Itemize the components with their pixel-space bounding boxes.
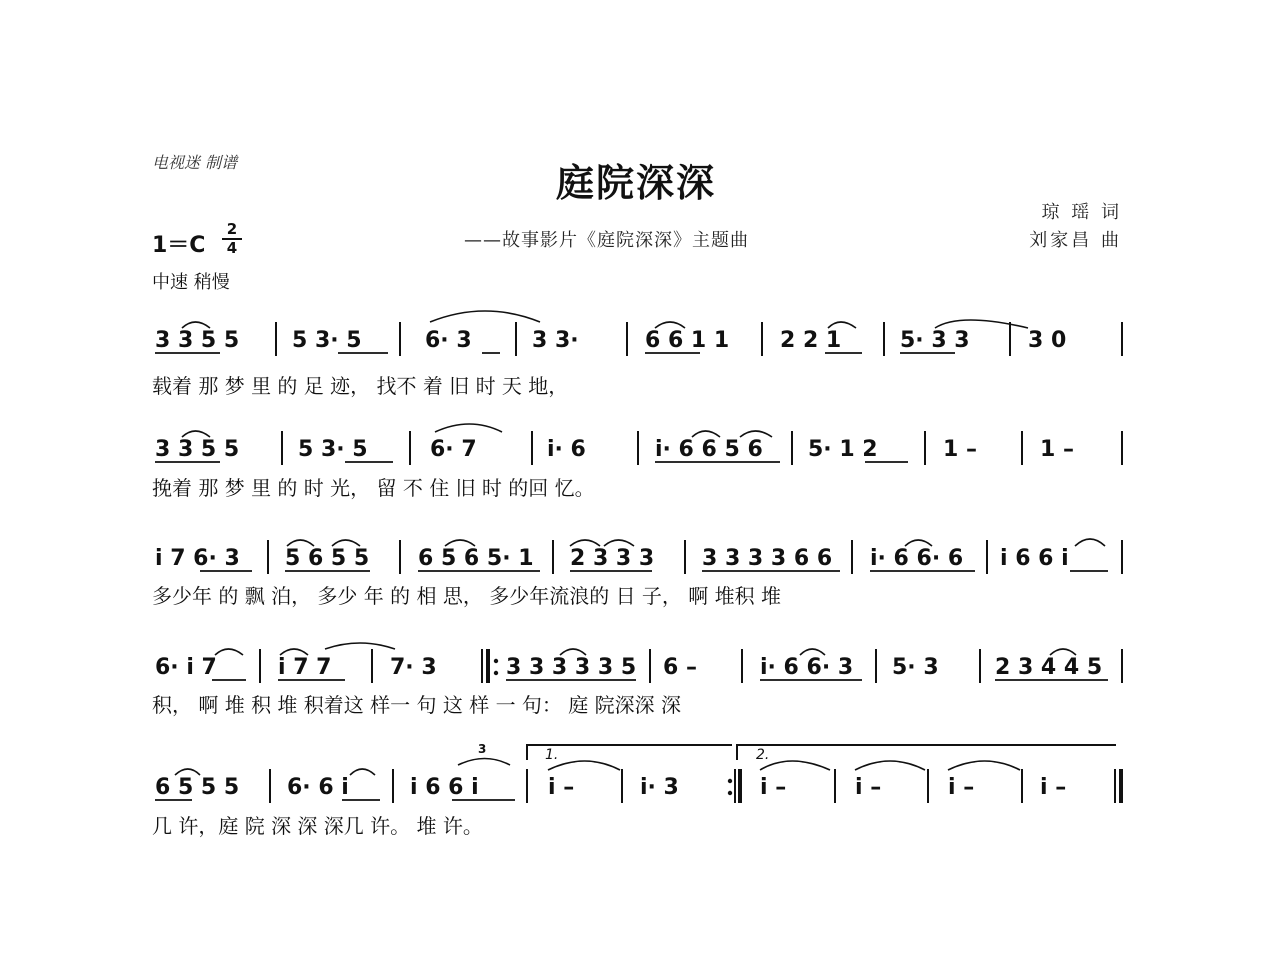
lyricist-credit: 琼 瑶 词 <box>1041 202 1122 223</box>
measure-3-3: 6 5 6 5· 1 <box>418 546 534 571</box>
lyrics-line-3: 多少年 的 飘 泊， 多少 年 的 相 思， 多少年流浪的 日 子， 啊 堆积 堆 <box>152 584 782 608</box>
measure-2-7: 1 – <box>943 437 977 462</box>
meter-top: 2 <box>222 222 242 240</box>
lyrics-line-4: 积， 啊 堆 积 堆 积着这 样一 句 这 样 一 句： 庭 院深深 深 <box>152 693 682 717</box>
barlines <box>260 322 1122 803</box>
measure-4-5: 6 – <box>663 655 697 680</box>
measure-4-4: 3 3 3 3 3 5 <box>506 655 637 680</box>
measure-1-7: 5· 3 3 <box>900 328 970 353</box>
measure-3-1: i 7 6· 3 <box>155 546 240 571</box>
measure-5-5: i· 3 <box>640 775 679 800</box>
measure-4-3: 7· 3 <box>390 655 437 680</box>
measure-5-9: i – <box>1040 775 1067 800</box>
triplet-mark: 3 <box>478 742 487 756</box>
composer-credit: 刘家昌 曲 <box>1029 230 1122 251</box>
lyrics-line-5: 几 许，庭 院 深 深 深几 许。 堆 许。 <box>152 814 483 838</box>
lyrics-line-1: 载着 那 梦 里 的 足 迹， 找不 着 旧 时 天 地， <box>152 374 569 398</box>
measure-5-7: i – <box>855 775 882 800</box>
measure-2-6: 5· 1 2 <box>808 437 878 462</box>
measure-2-3: 6· 7 <box>430 437 477 462</box>
measure-5-1: 6 5 5 5 <box>155 775 240 800</box>
measure-5-3: i 6 6 i <box>410 775 479 800</box>
measure-4-6: i· 6 6· 3 <box>760 655 854 680</box>
tempo-marking: 中速 稍慢 <box>152 272 230 293</box>
measure-3-5: 3 3 3 3 6 6 <box>702 546 833 571</box>
measure-2-8: 1 – <box>1040 437 1074 462</box>
measure-1-8: 3 0 <box>1028 328 1067 353</box>
measure-1-4: 3 3· <box>532 328 579 353</box>
measure-5-2: 6· 6 i <box>287 775 349 800</box>
measure-4-1: 6· i 7 <box>155 655 217 680</box>
measure-1-1: 3 3 5 5 <box>155 328 240 353</box>
volta-2-bracket <box>737 745 1116 760</box>
measure-1-5: 6 6 1 1 <box>645 328 730 353</box>
measure-2-5: i· 6 6 5 6 <box>655 437 763 462</box>
measure-3-6: i· 6 6· 6 <box>870 546 964 571</box>
duration-underlines <box>155 353 1108 800</box>
measure-4-2: i 7 7 <box>278 655 332 680</box>
volta-1-label: 1. <box>545 747 559 763</box>
meter-bottom: 4 <box>226 239 238 257</box>
lyrics-line-2: 挽着 那 梦 里 的 时 光， 留 不 住 旧 时 的回 忆。 <box>152 476 595 500</box>
slurs <box>175 311 1105 775</box>
measure-2-4: i· 6 <box>547 437 586 462</box>
measure-3-4: 2 3 3 3 <box>570 546 655 571</box>
maker-credit: 电视迷 制谱 <box>152 153 238 172</box>
measure-3-7: i 6 6 i <box>1000 546 1069 571</box>
measure-2-2: 5 3· 5 <box>298 437 368 462</box>
measure-5-4: i – <box>548 775 575 800</box>
measure-4-8: 2 3 4 4 5 <box>995 655 1103 680</box>
measure-2-1: 3 3 5 5 <box>155 437 240 462</box>
volta-1-bracket <box>527 745 732 760</box>
measure-1-6: 2 2 1 <box>780 328 842 353</box>
subtitle: ——故事影片《庭院深深》主题曲 <box>464 230 749 251</box>
measure-5-6: i – <box>760 775 787 800</box>
song-title: 庭院深深 <box>555 160 716 205</box>
measure-1-2: 5 3· 5 <box>292 328 362 353</box>
measure-3-2: 5 6 5 5 <box>285 546 370 571</box>
measure-1-3: 6· 3 <box>425 328 472 353</box>
key-signature: 1＝C <box>152 233 206 258</box>
measure-4-7: 5· 3 <box>892 655 939 680</box>
volta-2-label: 2. <box>756 747 770 763</box>
measure-5-8: i – <box>948 775 975 800</box>
